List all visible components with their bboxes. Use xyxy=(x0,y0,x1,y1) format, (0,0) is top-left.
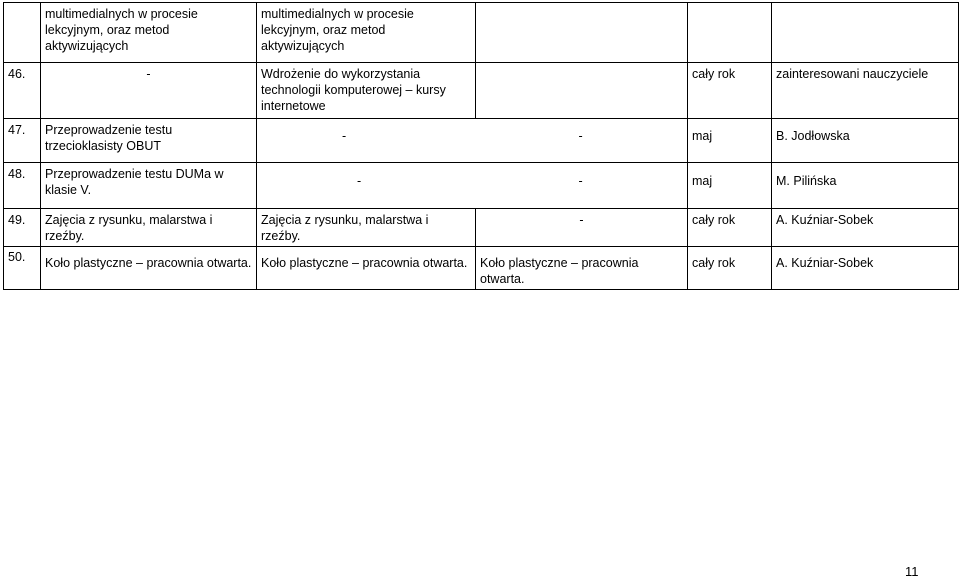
row-number: 49. xyxy=(4,209,41,247)
cell-term: maj xyxy=(688,163,772,209)
cell-form: Przeprowadzenie testu trzecioklasisty OBUT xyxy=(41,119,257,163)
cell-form: Zajęcia z rysunku, malarstwa i rzeźby. xyxy=(41,209,257,247)
table-row xyxy=(4,63,959,119)
cell-responsible: A. Kuźniar-Sobek xyxy=(772,247,959,290)
cell-topic: - xyxy=(257,163,476,209)
table-row xyxy=(4,163,959,209)
page-number: 11 xyxy=(905,564,919,579)
cell-form: - xyxy=(41,63,257,119)
cell-form: Przeprowadzenie testu DUMa w klasie V. xyxy=(41,163,257,209)
cell-topic: Koło plastyczne – pracownia otwarta. xyxy=(257,247,476,290)
cell-topic: Wdrożenie do wykorzystania technologii komputerowej – kursy internetowe xyxy=(257,63,476,119)
cell-responsible: zainteresowani nauczyciele xyxy=(772,63,959,119)
cell-extra: - xyxy=(476,119,688,163)
cell-extra xyxy=(476,3,688,63)
schedule-table xyxy=(3,2,959,290)
cell-responsible: B. Jodłowska xyxy=(772,119,959,163)
cell-term: cały rok xyxy=(688,63,772,119)
cell-topic: - xyxy=(257,119,476,163)
cell-responsible: A. Kuźniar-Sobek xyxy=(772,209,959,247)
cell-extra: - xyxy=(476,163,688,209)
cell-extra: - xyxy=(476,209,688,247)
row-number: 48. xyxy=(4,163,41,209)
cell-form: Koło plastyczne – pracownia otwarta. xyxy=(41,247,257,290)
cell-responsible: M. Pilińska xyxy=(772,163,959,209)
cell-extra: Koło plastyczne – pracownia otwarta. xyxy=(476,247,688,290)
cell-term: cały rok xyxy=(688,247,772,290)
table-row xyxy=(4,3,959,63)
row-number: 46. xyxy=(4,63,41,119)
table-row xyxy=(4,247,959,290)
cell-extra xyxy=(476,63,688,119)
cell-responsible xyxy=(772,3,959,63)
table-row xyxy=(4,209,959,247)
cell-term xyxy=(688,3,772,63)
row-number: 47. xyxy=(4,119,41,163)
cell-form: multimedialnych w procesie lekcyjnym, oraz metod aktywizujących xyxy=(41,3,257,63)
cell-term: maj xyxy=(688,119,772,163)
row-number: 50. xyxy=(4,247,41,290)
cell-topic: Zajęcia z rysunku, malarstwa i rzeźby. xyxy=(257,209,476,247)
cell-term: cały rok xyxy=(688,209,772,247)
row-number xyxy=(4,3,41,63)
cell-topic: multimedialnych w procesie lekcyjnym, oraz metod aktywizujących xyxy=(257,3,476,63)
table-row xyxy=(4,119,959,163)
